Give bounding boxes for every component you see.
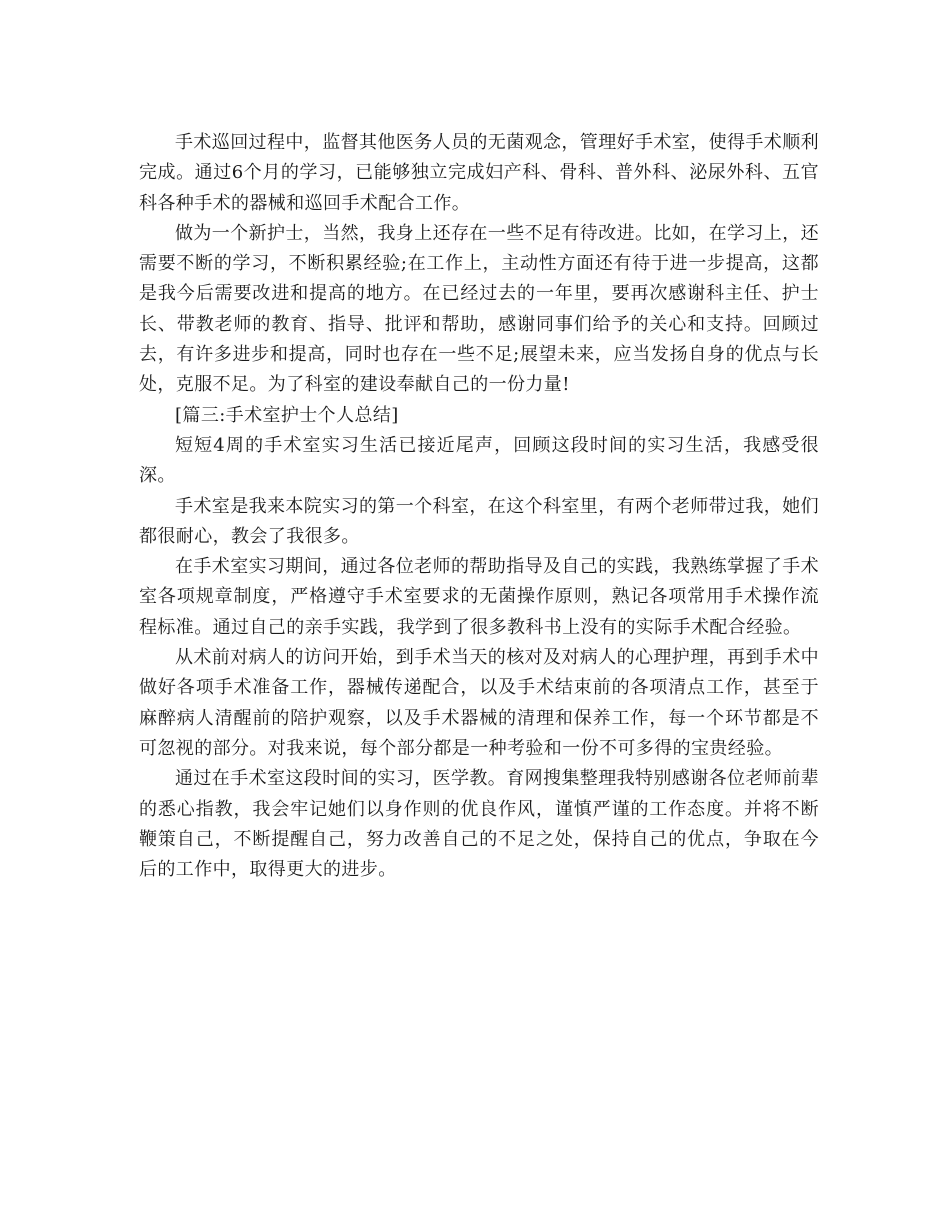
paragraph-internship-skills: 在手术室实习期间，通过各位老师的帮助指导及自己的实践，我熟练掌握了手术室各项规章制度，严格遵守手术室要求的无菌操作原则，熟记各项常用手术操作流程标准。通过自己的亲手实践，我学到了很多教科书上没有的实际手术配合经验。 [139,556,819,638]
paragraph-internship-ending: 短短4周的手术室实习生活已接近尾声，回顾这段时间的实习生活，我感受很深。 [139,434,819,487]
paragraph-new-nurse-reflection: 做为一个新护士，当然，我身上还存在一些不足有待改进。比如，在学习上，还需要不断的学习，不断积累经验;在工作上，主动性方面还有待于进一步提高，这都是我今后需要改进和提高的地方。在已经过去的一年里，要再次感谢科主任、护士长、带教老师的教育、指导、批评和帮助，感谢同事们给予的关心和支持。回顾过去，有许多进步和提高，同时也存在一些不足;展望未来，应当发扬自身的优点与长处，克服不足。为了科室的建设奉献自己的一份力量! [139,222,819,396]
paragraph-surgery-process: 从术前对病人的访问开始，到手术当天的核对及对病人的心理护理，再到手术中做好各项手术准备工作，器械传递配合，以及手术结束前的各项清点工作，甚至于麻醉病人清醒前的陪护观察，以及手术器械的清理和保养工作，每一个环节都是不可忽视的部分。对我来说，每个部分都是一种考验和一份不可多得的宝贵经验。 [139,647,819,759]
paragraph-gratitude: 通过在手术室这段时间的实习，医学教。育网搜集整理我特别感谢各位老师前辈的悉心指教，我会牢记她们以身作则的优良作风，谨慎严谨的工作态度。并将不断鞭策自己，不断提醒自己，努力改善自己的不足之处，保持自己的优点，争取在今后的工作中，取得更大的进步。 [139,768,819,881]
paragraph-surgery-circulation: 手术巡回过程中，监督其他医务人员的无菌观念，管理好手术室，使得手术顺利完成。通过6个月的学习，已能够独立完成妇产科、骨科、普外科、泌尿外科、五官科各种手术的器械和巡回手术配合工作。 [139,132,819,214]
paragraph-first-department: 手术室是我来本院实习的第一个科室，在这个科室里，有两个老师带过我，她们都很耐心，教会了我很多。 [139,495,819,547]
section-heading-part-three: [篇三:手术室护士个人总结] [175,404,399,426]
document-body [139,128,819,885]
